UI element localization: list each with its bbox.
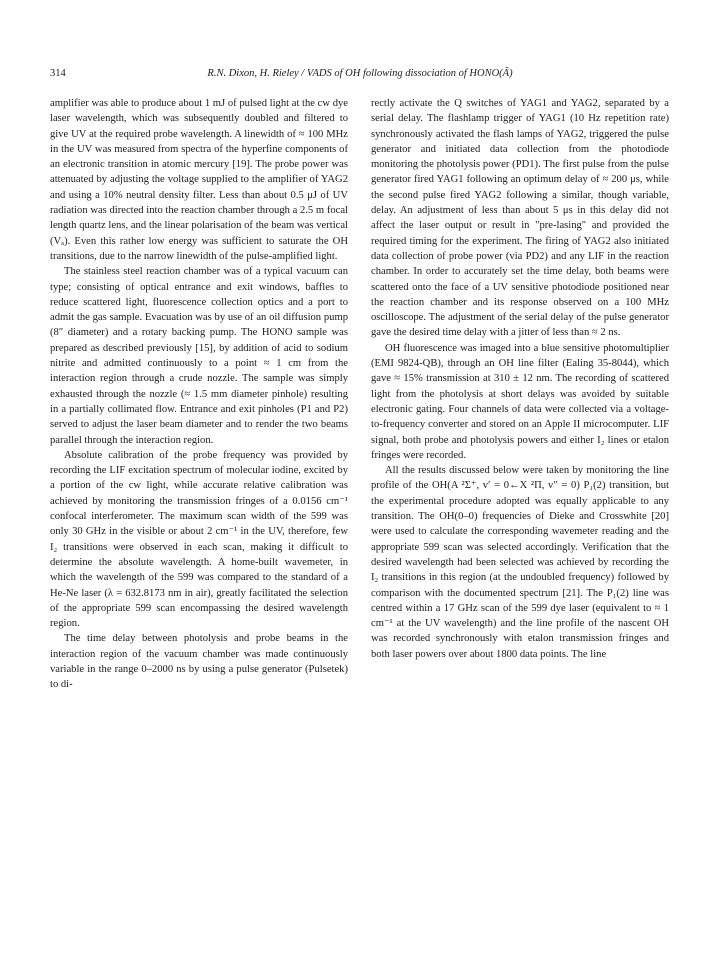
paragraph: OH fluorescence was imaged into a blue sensitive photomultiplier (EMI 9824-QB), through an OH line filter (Ealing 35-8044), which gave ≈ 15% transmission at 310 ± 12 nm. The recording of scattered light from the photolysis at short delays was avoided by suitable electronic gating. Four channels of data were collected via a voltage-to-frequency converter and stored on an Apple II microcomputer. LIF signal, both probe and photolysis powers and either I₂ lines or etalon fringes were recorded.: [371, 342, 669, 461]
paragraph: amplifier was able to produce about 1 mJ of pulsed light at the cw dye laser wavelength, which was subsequently doubled and filtered to give UV at the required probe wavelength. A linewidth of ≈ 100 MHz in the UV was measured from spectra of the hyperfine components of an electronic transition in atomic mercury [19]. The probe power was attenuated by adjusting the voltage supplied to the amplifier of YAG2 and using a 10% neutral density filter. Less than about 0.5 μJ of UV radiation was directed into the reaction chamber through a 2.5 m focal length quartz lens, and the linear polarisation of the beam was vertical (Vₐ). Even this rather low energy was sufficient to saturate the OH transitions, due to the narrow linewidth of the pulse-amplified light.: [50, 98, 348, 262]
running-head: R.N. Dixon, H. Rieley / VADS of OH following dissociation of HONO(Ã): [207, 68, 513, 79]
page-number: 314: [50, 68, 66, 79]
paragraph: The time delay between photolysis and probe beams in the interaction region of the vacuum chamber was made continuously variable in the range 0–2000 ns by using a pulse generator (Pulsetek) to di-: [50, 633, 348, 691]
paragraph: The stainless steel reaction chamber was of a typical vacuum can type; consisting of optical entrance and exit windows, baffles to reduce scattered light, fluorescence collection optics and a port to admit the gas sample. Evacuation was by use of an oil diffusion pump (8″ diameter) and a rotary backing pump. The HONO sample was prepared as described previously [15], by addition of acid to sodium nitrite and admitted continuously to a point ≈ 1 cm from the interaction region through a crude nozzle. The sample was simply exhausted through the nozzle (≈ 1.5 mm diameter pinhole) resulting in a partially collimated flow. Entrance and exit pinholes (P1 and P2) served to adjust the laser beam diameter and to render the two beams parallel through the interaction region.: [50, 266, 348, 446]
page-header: [50, 68, 670, 86]
paragraph: All the results discussed below were taken by monitoring the line profile of the OH(A ²Σ⁺, v′ = 0←X ²Π, v″ = 0) P₁(2) transition, but the experimental procedure adopted was equally applicable to any transition. The OH(0–0) frequencies of Dieke and Crosswhite [20] were used to calculate the corresponding wavemeter reading and the appropriate 599 scan was selected accordingly. Verification that the desired wavelength had been selected was achieved by recording the I₂ transitions in this region (at the undoubled frequency) followed by comparison with the documented spectrum [21]. The P₁(2) line was centred within a 17 GHz scan of the 599 dye laser (equivalent to ≈ 1 cm⁻¹ at the UV wavelength) and the line profile of the nascent OH was recorded synchronously with etalon transmission fringes and both laser powers over about 1800 data points. The line: [371, 465, 669, 660]
left-column: [50, 96, 348, 693]
paragraph: rectly activate the Q switches of YAG1 and YAG2, separated by a serial delay. The flashlamp trigger of YAG1 (10 Hz repetition rate) synchronously activated the flash lamps of YAG2, triggered the pulse generator and initiated data collection from the photodiode monitoring the photolysis power (PD1). The first pulse from the pulse generator fired YAG1 following an optimum delay of ≈ 200 μs, while the second pulse fired YAG2 following a similar, though variable, delay. An adjustment of less than about 5 μs in this delay did not affect the laser output or result in "pre-lasing" and provided the required timing for the experiment. The firing of YAG2 also initiated data collection of probe power (via PD2) and any LIF in the reaction chamber. In order to accurately set the time delay, both beams were scattered onto the face of a UV sensitive photodiode positioned near the reaction chamber and its response observed on a 100 MHz oscilloscope. The adjustment of the serial delay of the pulse generator gave the desired time delay with a jitter of less than ≈ 2 ns.: [371, 98, 669, 339]
paragraph: Absolute calibration of the probe frequency was provided by recording the LIF excitation spectrum of molecular iodine, excited by a portion of the cw light, while accurate relative calibration was achieved by monitoring the transmission fringes of a 0.0156 cm⁻¹ confocal interferometer. The maximum scan width of the 599 was only 30 GHz in the visible or about 2 cm⁻¹ in the UV, therefore, few I₂ transitions were observed in each scan, making it difficult to determine the absolute wavelength. A home-built wavemeter, in which the wavelength of the 599 was compared to the standard of a He-Ne laser (λ = 632.8173 nm in air), greatly facilitated the selection of the appropriate 599 scan encompassing the desired wavelength region.: [50, 449, 348, 630]
right-column: [371, 96, 669, 662]
